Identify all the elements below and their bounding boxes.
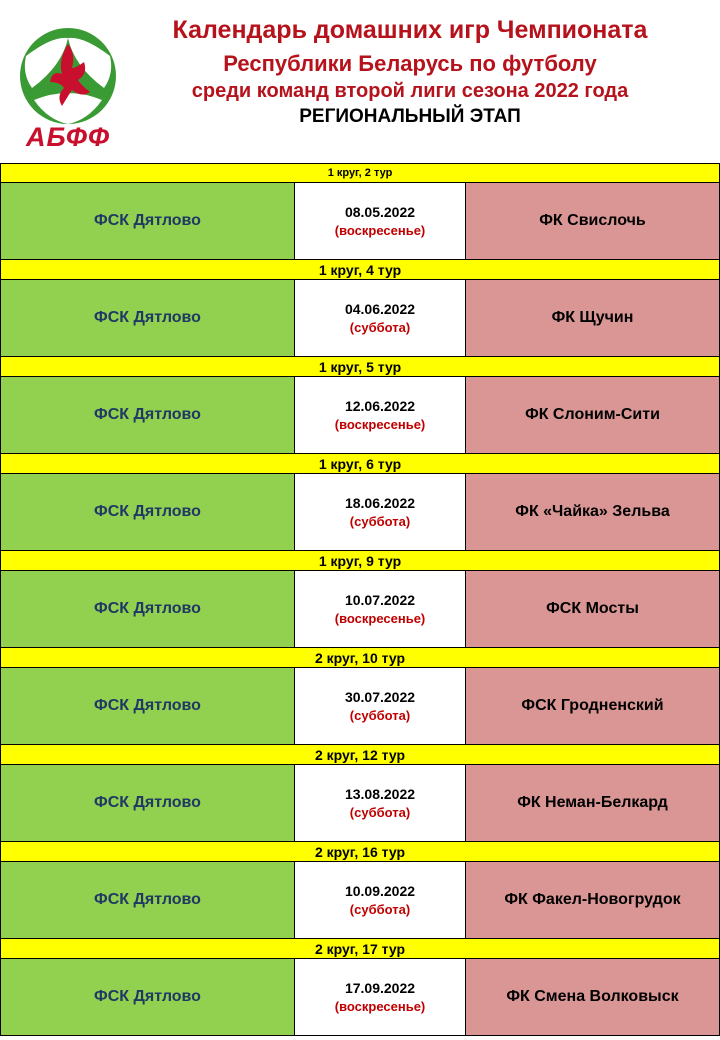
match-weekday: (суббота) [349, 902, 411, 917]
match-weekday: (суббота) [349, 805, 411, 820]
round-header: 2 круг, 10 тур [0, 648, 720, 668]
match-row [0, 183, 720, 260]
match-date-cell [294, 474, 465, 550]
match-row [0, 474, 720, 551]
home-team: ФСК Дятлово [0, 959, 294, 1035]
away-team: ФК Неман-Белкард [465, 765, 720, 841]
round-header: 2 круг, 16 тур [0, 842, 720, 862]
home-team: ФСК Дятлово [0, 474, 294, 550]
home-team: ФСК Дятлово [0, 571, 294, 647]
match-row [0, 571, 720, 648]
match-date-cell [294, 571, 465, 647]
away-team: ФСК Гродненский [465, 668, 720, 744]
round-header: 1 круг, 4 тур [0, 260, 720, 280]
match-date: 30.07.2022 [344, 689, 416, 705]
away-team: ФК Щучин [465, 280, 720, 356]
match-row [0, 377, 720, 454]
title-line-1: Календарь домашних игр Чемпионата [172, 16, 648, 44]
match-row [0, 862, 720, 939]
match-date-cell [294, 183, 465, 259]
match-date: 04.06.2022 [344, 301, 416, 317]
match-date: 18.06.2022 [344, 495, 416, 511]
match-date-cell [294, 959, 465, 1035]
header [0, 0, 720, 165]
title-line-4: РЕГИОНАЛЬНЫЙ ЭТАП [299, 106, 521, 127]
match-row [0, 765, 720, 842]
match-date: 08.05.2022 [344, 204, 416, 220]
match-weekday: (воскресенье) [334, 417, 426, 432]
match-date: 10.09.2022 [344, 883, 416, 899]
round-header: 1 круг, 5 тур [0, 357, 720, 377]
away-team: ФК Свислочь [465, 183, 720, 259]
home-team: ФСК Дятлово [0, 668, 294, 744]
match-date-cell [294, 377, 465, 453]
match-weekday: (суббота) [349, 320, 411, 335]
home-team: ФСК Дятлово [0, 183, 294, 259]
title-line-3: среди команд второй лиги сезона 2022 года [191, 80, 629, 102]
home-team: ФСК Дятлово [0, 280, 294, 356]
home-team: ФСК Дятлово [0, 765, 294, 841]
home-team: ФСК Дятлово [0, 862, 294, 938]
match-date: 13.08.2022 [344, 786, 416, 802]
away-team: ФК «Чайка» Зельва [465, 474, 720, 550]
away-team: ФК Факел-Новогрудок [465, 862, 720, 938]
match-date-cell [294, 862, 465, 938]
football-ball-icon [12, 26, 124, 126]
abff-logo [12, 26, 124, 150]
match-weekday: (воскресенье) [334, 611, 426, 626]
schedule-table [0, 163, 720, 1036]
logo-text: АБФФ [25, 122, 111, 152]
round-header: 1 круг, 2 тур [0, 163, 720, 183]
match-date-cell [294, 765, 465, 841]
match-weekday: (воскресенье) [334, 999, 426, 1014]
match-row [0, 280, 720, 357]
match-date-cell [294, 668, 465, 744]
match-date-cell [294, 280, 465, 356]
round-header: 1 круг, 9 тур [0, 551, 720, 571]
away-team: ФК Слоним-Сити [465, 377, 720, 453]
match-weekday: (суббота) [349, 514, 411, 529]
home-team: ФСК Дятлово [0, 377, 294, 453]
match-date: 10.07.2022 [344, 592, 416, 608]
away-team: ФК Смена Волковыск [465, 959, 720, 1035]
match-date: 17.09.2022 [344, 980, 416, 996]
match-weekday: (воскресенье) [334, 223, 426, 238]
match-date: 12.06.2022 [344, 398, 416, 414]
away-team: ФСК Мосты [465, 571, 720, 647]
match-row [0, 959, 720, 1036]
match-weekday: (суббота) [349, 708, 411, 723]
round-header: 2 круг, 17 тур [0, 939, 720, 959]
title-line-2: Республики Беларусь по футболу [223, 51, 597, 76]
match-row [0, 668, 720, 745]
round-header: 1 круг, 6 тур [0, 454, 720, 474]
round-header: 2 круг, 12 тур [0, 745, 720, 765]
